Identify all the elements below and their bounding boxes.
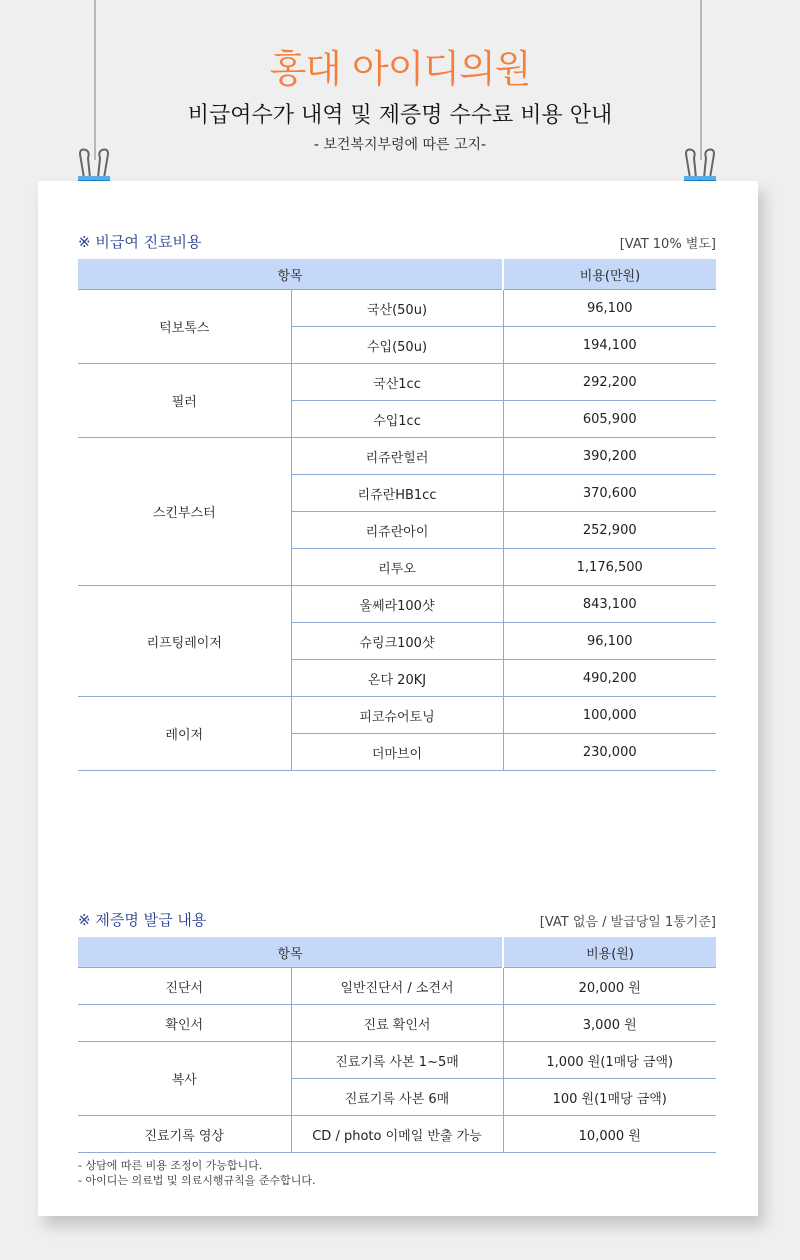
table-header-row (78, 937, 716, 968)
category-cell: 확인서 (78, 1005, 291, 1042)
price-cell: 100,000 (503, 697, 716, 734)
table-row (78, 290, 716, 327)
price-cell: 370,600 (503, 475, 716, 512)
category-cell: 진단서 (78, 968, 291, 1005)
item-cell: 온다 20KJ (291, 660, 503, 697)
table-row (78, 968, 716, 1005)
footnotes (78, 1158, 315, 1188)
certificates-section-header (78, 909, 716, 931)
table-row (78, 1005, 716, 1042)
noncovered-title: ※ 비급여 진료비용 (78, 233, 202, 251)
item-cell: 슈링크100샷 (291, 623, 503, 660)
item-cell: 수입(50u) (291, 327, 503, 364)
item-cell: 진료 확인서 (291, 1005, 503, 1042)
certificates-title: ※ 제증명 발급 내용 (78, 911, 207, 929)
category-cell: 스킨부스터 (78, 438, 291, 586)
header-item: 항목 (78, 937, 503, 968)
item-cell: 리쥬란HB1cc (291, 475, 503, 512)
table-row (78, 697, 716, 734)
item-cell: 리쥬란힐러 (291, 438, 503, 475)
table-row (78, 1116, 716, 1153)
table-header-row (78, 259, 716, 290)
clinic-title: 홍대 아이디의원 (269, 47, 531, 91)
item-cell: 울쎄라100샷 (291, 586, 503, 623)
category-cell: 레이저 (78, 697, 291, 771)
price-cell: 1,176,500 (503, 549, 716, 586)
noncovered-vat-note: [VAT 10% 별도] (619, 237, 716, 252)
table-row (78, 1042, 716, 1079)
item-cell: 리쥬란아이 (291, 512, 503, 549)
noncovered-price-table (78, 259, 716, 771)
footnote: - 아이디는 의료법 및 의료시행규칙을 준수합니다. (78, 1174, 316, 1187)
price-cell: 10,000 원 (503, 1116, 716, 1153)
category-cell: 필러 (78, 364, 291, 438)
price-sheet (38, 181, 758, 1216)
item-cell: 수입1cc (291, 401, 503, 438)
item-cell: 피코슈어토닝 (291, 697, 503, 734)
item-cell: 진료기록 사본 1~5매 (291, 1042, 503, 1079)
legal-note: - 보건복지부령에 따른 고지- (313, 137, 487, 153)
item-cell: 리투오 (291, 549, 503, 586)
price-cell: 292,200 (503, 364, 716, 401)
price-cell: 605,900 (503, 401, 716, 438)
header-price: 비용(만원) (503, 259, 716, 290)
category-cell: 진료기록 영상 (78, 1116, 291, 1153)
price-cell: 96,100 (503, 290, 716, 327)
price-cell: 230,000 (503, 734, 716, 771)
price-cell: 194,100 (503, 327, 716, 364)
header-item: 항목 (78, 259, 503, 290)
certificates-vat-note: [VAT 없음 / 발급당일 1통기준] (539, 915, 716, 930)
item-cell: 더마브이 (291, 734, 503, 771)
price-cell: 3,000 원 (503, 1005, 716, 1042)
page-subtitle: 비급여수가 내역 및 제증명 수수료 비용 안내 (187, 103, 613, 128)
price-cell: 1,000 원(1매당 금액) (503, 1042, 716, 1079)
price-cell: 252,900 (503, 512, 716, 549)
item-cell: 국산1cc (291, 364, 503, 401)
table-row (78, 438, 716, 475)
category-cell: 리프팅레이저 (78, 586, 291, 697)
price-cell: 100 원(1매당 금액) (503, 1079, 716, 1116)
header-price: 비용(원) (503, 937, 716, 968)
item-cell: CD / photo 이메일 반출 가능 (291, 1116, 503, 1153)
price-cell: 490,200 (503, 660, 716, 697)
category-cell: 복사 (78, 1042, 291, 1116)
table-row (78, 364, 716, 401)
item-cell: 일반진단서 / 소견서 (291, 968, 503, 1005)
item-cell: 국산(50u) (291, 290, 503, 327)
certificates-price-table (78, 937, 716, 1153)
table-row (78, 586, 716, 623)
price-cell: 843,100 (503, 586, 716, 623)
price-cell: 390,200 (503, 438, 716, 475)
item-cell: 진료기록 사본 6매 (291, 1079, 503, 1116)
footnote: - 상담에 따른 비용 조정이 가능합니다. (78, 1159, 263, 1172)
price-cell: 20,000 원 (503, 968, 716, 1005)
category-cell: 턱보톡스 (78, 290, 291, 364)
price-cell: 96,100 (503, 623, 716, 660)
noncovered-section-header (78, 231, 716, 253)
